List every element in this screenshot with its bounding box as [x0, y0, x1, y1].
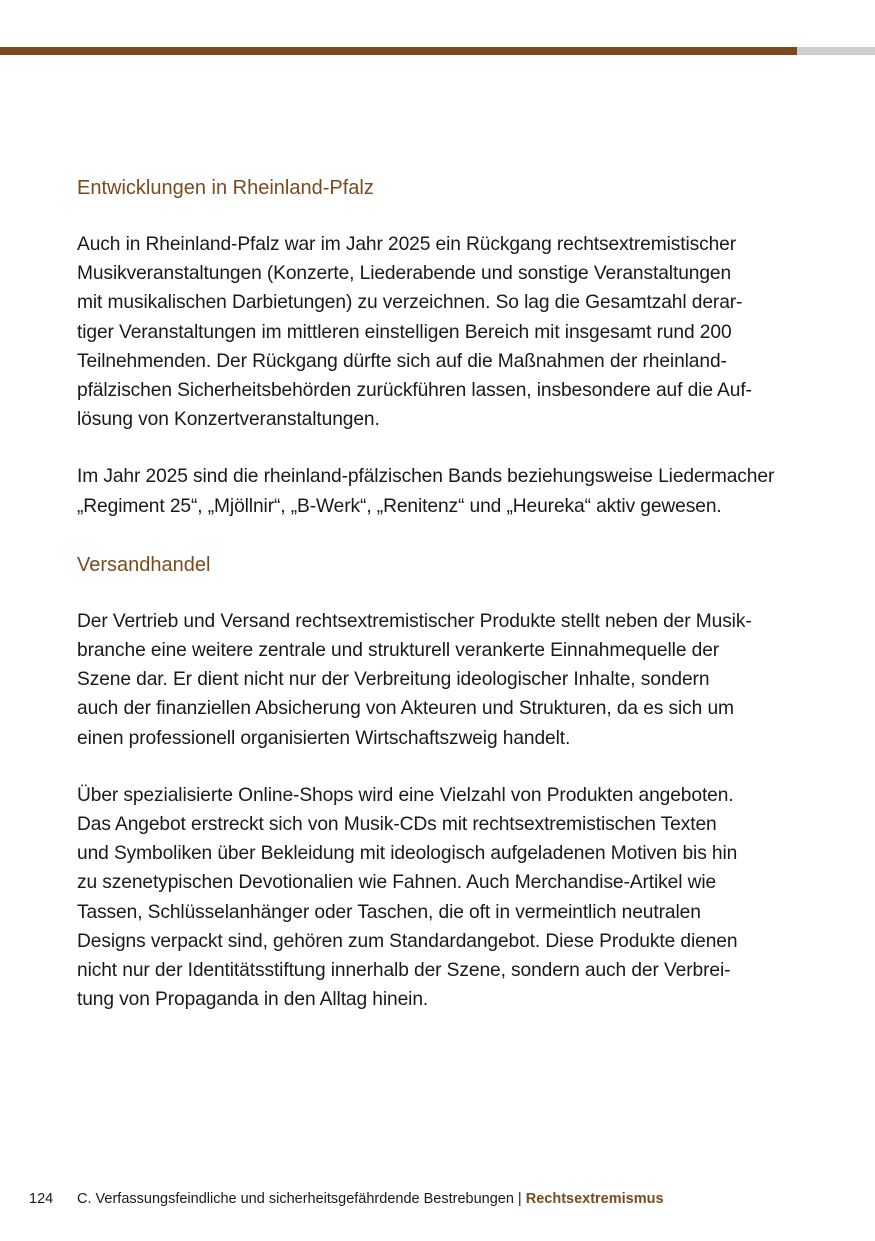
- footer-separator: |: [513, 1191, 526, 1207]
- paragraph-music-events: [77, 230, 799, 434]
- text-line: Musikveranstaltungen (Konzerte, Liederabende und sonstige Veranstaltungen: [77, 263, 732, 285]
- footer-section: Rechtsextremismus: [525, 1191, 664, 1207]
- text-line: „Regiment 25“, „Mjöllnir“, „B-Werk“, „Renitenz“ und „Heureka“ aktiv gewesen.: [77, 495, 722, 517]
- text-line: auch der finanziellen Absicherung von Akteuren und Strukturen, da es sich um: [77, 698, 734, 720]
- paragraph-bands: [77, 462, 799, 520]
- text-line: einen professionell organisierten Wirtschaftszweig handelt.: [77, 727, 571, 749]
- text-line: Designs verpackt sind, gehören zum Standardangebot. Diese Produkte dienen: [77, 930, 738, 952]
- text-line: nicht nur der Identitätsstiftung innerhalb der Szene, sondern auch der Verbrei-: [77, 960, 731, 982]
- section-heading-rheinland-pfalz: Entwicklungen in Rheinland-Pfalz: [77, 177, 374, 199]
- text-line: zu szenetypischen Devotionalien wie Fahnen. Auch Merchandise-Artikel wie: [77, 872, 717, 894]
- text-line: tiger Veranstaltungen im mittleren einstelligen Bereich mit insgesamt rund 200: [77, 321, 732, 343]
- text-line: Tassen, Schlüsselanhänger oder Taschen, die oft in vermeintlich neutralen: [77, 901, 701, 923]
- text-line: Szene dar. Er dient nicht nur der Verbreitung ideologischer Inhalte, sondern: [77, 669, 710, 691]
- header-rule-accent: [0, 47, 797, 55]
- text-line: Über spezialisierte Online-Shops wird eine Vielzahl von Produkten angeboten.: [77, 784, 734, 806]
- text-line: pfälzischen Sicherheitsbehörden zurückführen lassen, insbesondere auf die Auf-: [77, 380, 752, 402]
- text-line: mit musikalischen Darbietungen) zu verzeichnen. So lag die Gesamtzahl derar-: [77, 292, 743, 314]
- text-line: Das Angebot erstreckt sich von Musik-CDs mit rechtsextremistischen Texten: [77, 814, 717, 836]
- section-heading-versandhandel: Versandhandel: [77, 553, 211, 576]
- text-line: Auch in Rheinland-Pfalz war im Jahr 2025 ein Rückgang rechtsextremistischer: [77, 234, 737, 255]
- page-number: 124: [29, 1191, 54, 1207]
- text-line: Teilnehmenden. Der Rückgang dürfte sich auf die Maßnahmen der rheinland-: [77, 350, 727, 372]
- page-content: [77, 172, 799, 1014]
- text-line: Der Vertrieb und Versand rechtsextremistischer Produkte stellt neben der Musik-: [77, 610, 752, 632]
- text-line: lösung von Konzertveranstaltungen.: [77, 409, 380, 431]
- text-line: branche eine weitere zentrale und strukturell verankerte Einnahmequelle der: [77, 640, 720, 662]
- page-footer: [29, 1189, 664, 1209]
- header-rule-secondary: [797, 47, 875, 55]
- paragraph-distribution: [77, 607, 799, 753]
- text-line: tung von Propaganda in den Alltag hinein.: [77, 989, 429, 1011]
- paragraph-online-shops: [77, 781, 799, 1015]
- footer-chapter: C. Verfassungsfeindliche und sicherheitsgefährdende Bestrebungen: [77, 1191, 514, 1207]
- text-line: Im Jahr 2025 sind die rheinland-pfälzischen Bands beziehungsweise Liedermacher: [77, 466, 775, 488]
- text-line: und Symboliken über Bekleidung mit ideologisch aufgeladenen Motiven bis hin: [77, 843, 738, 865]
